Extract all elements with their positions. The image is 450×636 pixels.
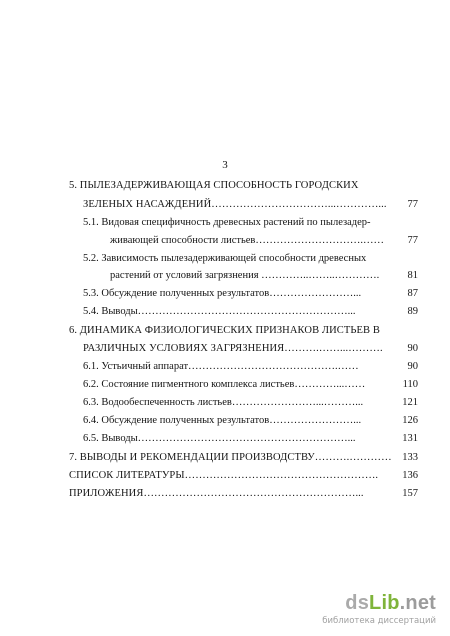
toc-section-6-2-page: 110	[402, 379, 418, 390]
toc-section-6-5-line: 6.5. Выводы……………………………………………………...	[83, 433, 356, 444]
toc-chapter-5-page: 77	[407, 199, 418, 210]
toc-section-5-1-line-2: живающей способности листьев………………………….……	[110, 235, 384, 246]
toc-section-5-1-page: 77	[407, 235, 418, 246]
toc-section-5-3-page: 87	[407, 288, 418, 299]
toc-section-6-3-page: 121	[402, 397, 418, 408]
toc-section-5-2-page: 81	[407, 270, 418, 281]
toc-section-5-2-line-2: растений от условий загрязнения …………..……..………….	[110, 270, 380, 281]
toc-section-5-1-line-1: 5.1. Видовая специфичность древесных растений по пылезадер-	[83, 217, 371, 228]
dslib-watermark	[316, 592, 436, 626]
watermark-caption: библиотека диссертаций	[322, 616, 436, 626]
toc-appendices-page: 157	[402, 488, 418, 499]
toc-bibliography-page: 136	[402, 470, 418, 481]
dslib-logo	[345, 592, 436, 615]
toc-chapter-7-line: 7. ВЫВОДЫ И РЕКОМЕНДАЦИИ ПРОИЗВОДСТВУ……….…………	[69, 452, 392, 463]
toc-section-6-3-line: 6.3. Водообеспеченность листьев……………………...………...	[83, 397, 364, 408]
toc-section-6-5-page: 131	[402, 433, 418, 444]
toc-section-5-4-line: 5.4. Выводы……………………………………………………...	[83, 306, 356, 317]
toc-section-6-1-line: 6.1. Устьичный аппарат…………………………………….……	[83, 361, 359, 372]
page-number: 3	[222, 159, 228, 171]
toc-section-6-2-line: 6.2. Состояние пигментного комплекса листьев…………...……	[83, 379, 366, 390]
toc-chapter-7-page: 133	[402, 452, 418, 463]
logo-ds-text: ds	[345, 592, 370, 614]
toc-chapter-5-title-line-2: ЗЕЛЕНЫХ НАСАЖДЕНИЙ……………………………...…………...	[83, 199, 387, 210]
toc-section-6-4-line: 6.4. Обсуждение полученных результатов……………………...	[83, 415, 362, 426]
logo-net-text: .net	[399, 592, 436, 614]
toc-bibliography-line: СПИСОК ЛИТЕРАТУРЫ……………………………………………….	[69, 470, 379, 481]
toc-section-5-3-line: 5.3. Обсуждение полученных результатов……………………...	[83, 288, 362, 299]
toc-chapter-6-page: 90	[407, 343, 418, 354]
logo-lib-text: Lib	[369, 592, 400, 614]
toc-section-5-2-line-1: 5.2. Зависимость пылезадерживающей способности древесных	[83, 253, 367, 264]
toc-section-5-4-page: 89	[407, 306, 418, 317]
toc-chapter-6-title-line-2: РАЗЛИЧНЫХ УСЛОВИЯХ ЗАГРЯЗНЕНИЯ……….……...……….	[83, 343, 383, 354]
toc-appendices-line: ПРИЛОЖЕНИЯ……………………………………………………...	[69, 488, 364, 499]
toc-section-6-1-page: 90	[407, 361, 418, 372]
toc-chapter-6-title-line-1: 6. ДИНАМИКА ФИЗИОЛОГИЧЕСКИХ ПРИЗНАКОВ ЛИСТЬЕВ В	[69, 325, 380, 336]
toc-section-6-4-page: 126	[402, 415, 418, 426]
toc-chapter-5-title-line-1: 5. ПЫЛЕЗАДЕРЖИВАЮЩАЯ СПОСОБНОСТЬ ГОРОДСКИХ	[69, 180, 359, 191]
